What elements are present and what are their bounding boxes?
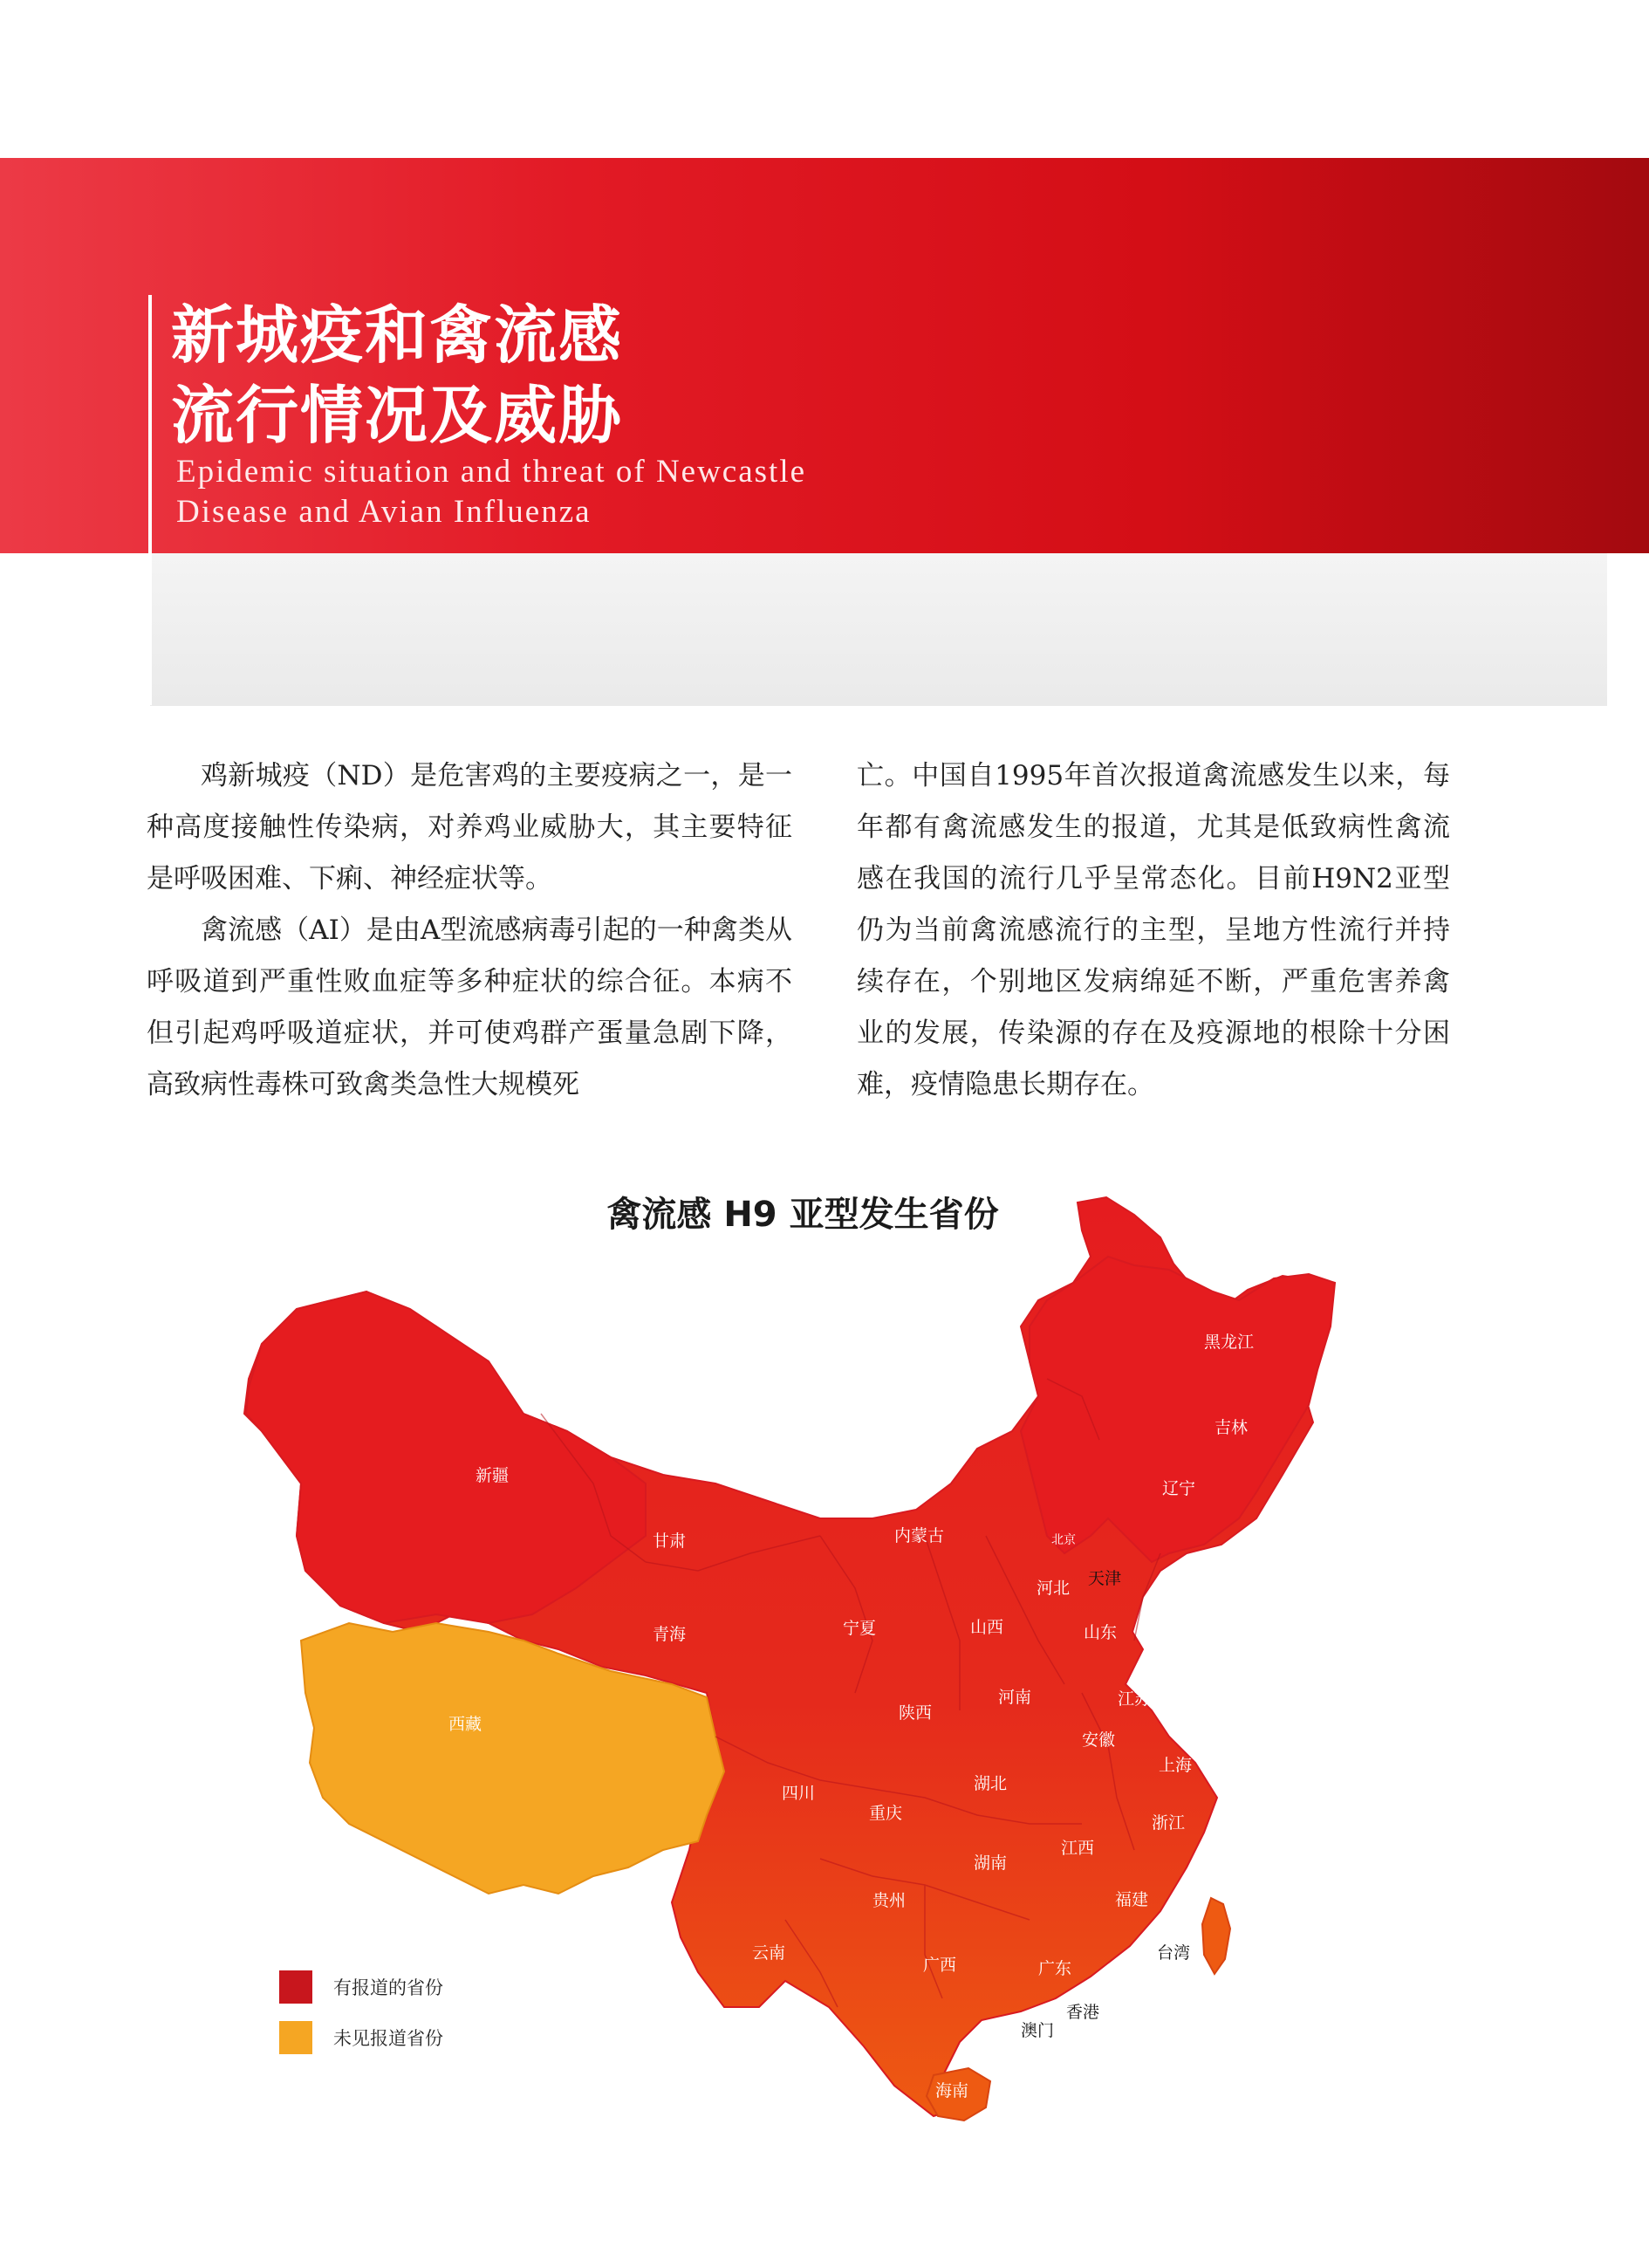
label-taiwan: 台湾 bbox=[1157, 1943, 1191, 1963]
legend-swatch-reported bbox=[279, 1970, 312, 2004]
label-qinghai: 青海 bbox=[653, 1625, 687, 1644]
paragraph-ai: 禽流感（AI）是由A型流感病毒引起的一种禽类从呼吸道到严重性败血症等多种症状的综合征。本病不但引起鸡呼吸道症状，并可使鸡群产蛋量急剧下降，高致病性毒株可致禽类急性大规模死 bbox=[147, 915, 792, 1100]
label-hebei: 河北 bbox=[1037, 1579, 1071, 1598]
label-shanghai: 上海 bbox=[1159, 1756, 1193, 1775]
label-ningxia: 宁夏 bbox=[843, 1619, 877, 1638]
label-shandong: 山东 bbox=[1084, 1623, 1118, 1642]
page-title-chinese: 新城疫和禽流感 流行情况及威胁 bbox=[171, 298, 624, 452]
label-guangdong: 广东 bbox=[1038, 1959, 1072, 1978]
label-jilin: 吉林 bbox=[1215, 1418, 1249, 1437]
label-guangxi: 广西 bbox=[923, 1956, 957, 1975]
label-jiangsu: 江苏 bbox=[1118, 1689, 1152, 1709]
legend-item-not-reported bbox=[279, 2021, 443, 2054]
label-aomen: 澳门 bbox=[1021, 2021, 1055, 2040]
label-henan: 河南 bbox=[998, 1688, 1032, 1707]
label-neimenggu: 内蒙古 bbox=[894, 1526, 945, 1545]
label-heilongjiang: 黑龙江 bbox=[1204, 1333, 1255, 1352]
label-jiangxi: 江西 bbox=[1061, 1839, 1095, 1858]
label-chongqing: 重庆 bbox=[869, 1804, 903, 1823]
label-tianjin: 天津 bbox=[1088, 1569, 1122, 1588]
paragraph-ai-continued: 亡。中国自1995年首次报道禽流感发生以来，每年都有禽流感发生的报道，尤其是低致病性禽流感在我国的流行几乎呈常态化。目前H9N2亚型仍为当前禽流感流行的主型，呈地方性流行并持续存在，个别地区发病绵延不断，严重危害养禽业的发展，传染源的存在及疫源地的根除十分困难，疫情隐患长期存在。 bbox=[857, 760, 1450, 1100]
label-xizang: 西藏 bbox=[448, 1715, 482, 1734]
label-shanxi: 山西 bbox=[970, 1618, 1004, 1637]
legend-item-reported bbox=[279, 1970, 443, 2004]
paragraph-nd: 鸡新城疫（ND）是危害鸡的主要疫病之一，是一种高度接触性传染病，对养鸡业威胁大，其主要特征是呼吸困难、下痢、神经症状等。 bbox=[147, 760, 792, 894]
label-yunnan: 云南 bbox=[752, 1943, 786, 1963]
legend-label-not-reported: 未见报道省份 bbox=[333, 2028, 443, 2049]
map-legend bbox=[279, 1970, 443, 2072]
label-hainan: 海南 bbox=[935, 2081, 969, 2100]
page-title-english: Epidemic situation and threat of Newcastle Disease and Avian Influenza bbox=[176, 454, 807, 530]
label-zhejiang: 浙江 bbox=[1152, 1813, 1186, 1833]
label-xinjiang: 新疆 bbox=[476, 1466, 510, 1485]
map-northeast-region bbox=[1021, 1257, 1335, 1562]
map-title: 禽流感 H9 亚型发生省份 bbox=[606, 1195, 999, 1235]
label-xianggang: 香港 bbox=[1066, 2003, 1100, 2022]
map-northwest-region bbox=[246, 1292, 646, 1623]
map-taiwan-region bbox=[1202, 1898, 1230, 1974]
label-gansu: 甘肃 bbox=[653, 1531, 687, 1551]
label-hunan: 湖南 bbox=[974, 1853, 1008, 1873]
label-liaoning: 辽宁 bbox=[1162, 1479, 1196, 1498]
label-guizhou: 贵州 bbox=[872, 1891, 907, 1910]
label-shaanxi: 陕西 bbox=[899, 1703, 933, 1723]
label-beijing: 北京 bbox=[1051, 1533, 1076, 1547]
label-anhui: 安徽 bbox=[1082, 1730, 1116, 1750]
label-hubei: 湖北 bbox=[974, 1774, 1008, 1793]
legend-swatch-not-reported bbox=[279, 2021, 312, 2054]
label-sichuan: 四川 bbox=[782, 1784, 816, 1803]
label-fujian: 福建 bbox=[1115, 1890, 1149, 1909]
legend-label-reported: 有报道的省份 bbox=[333, 1977, 443, 1998]
